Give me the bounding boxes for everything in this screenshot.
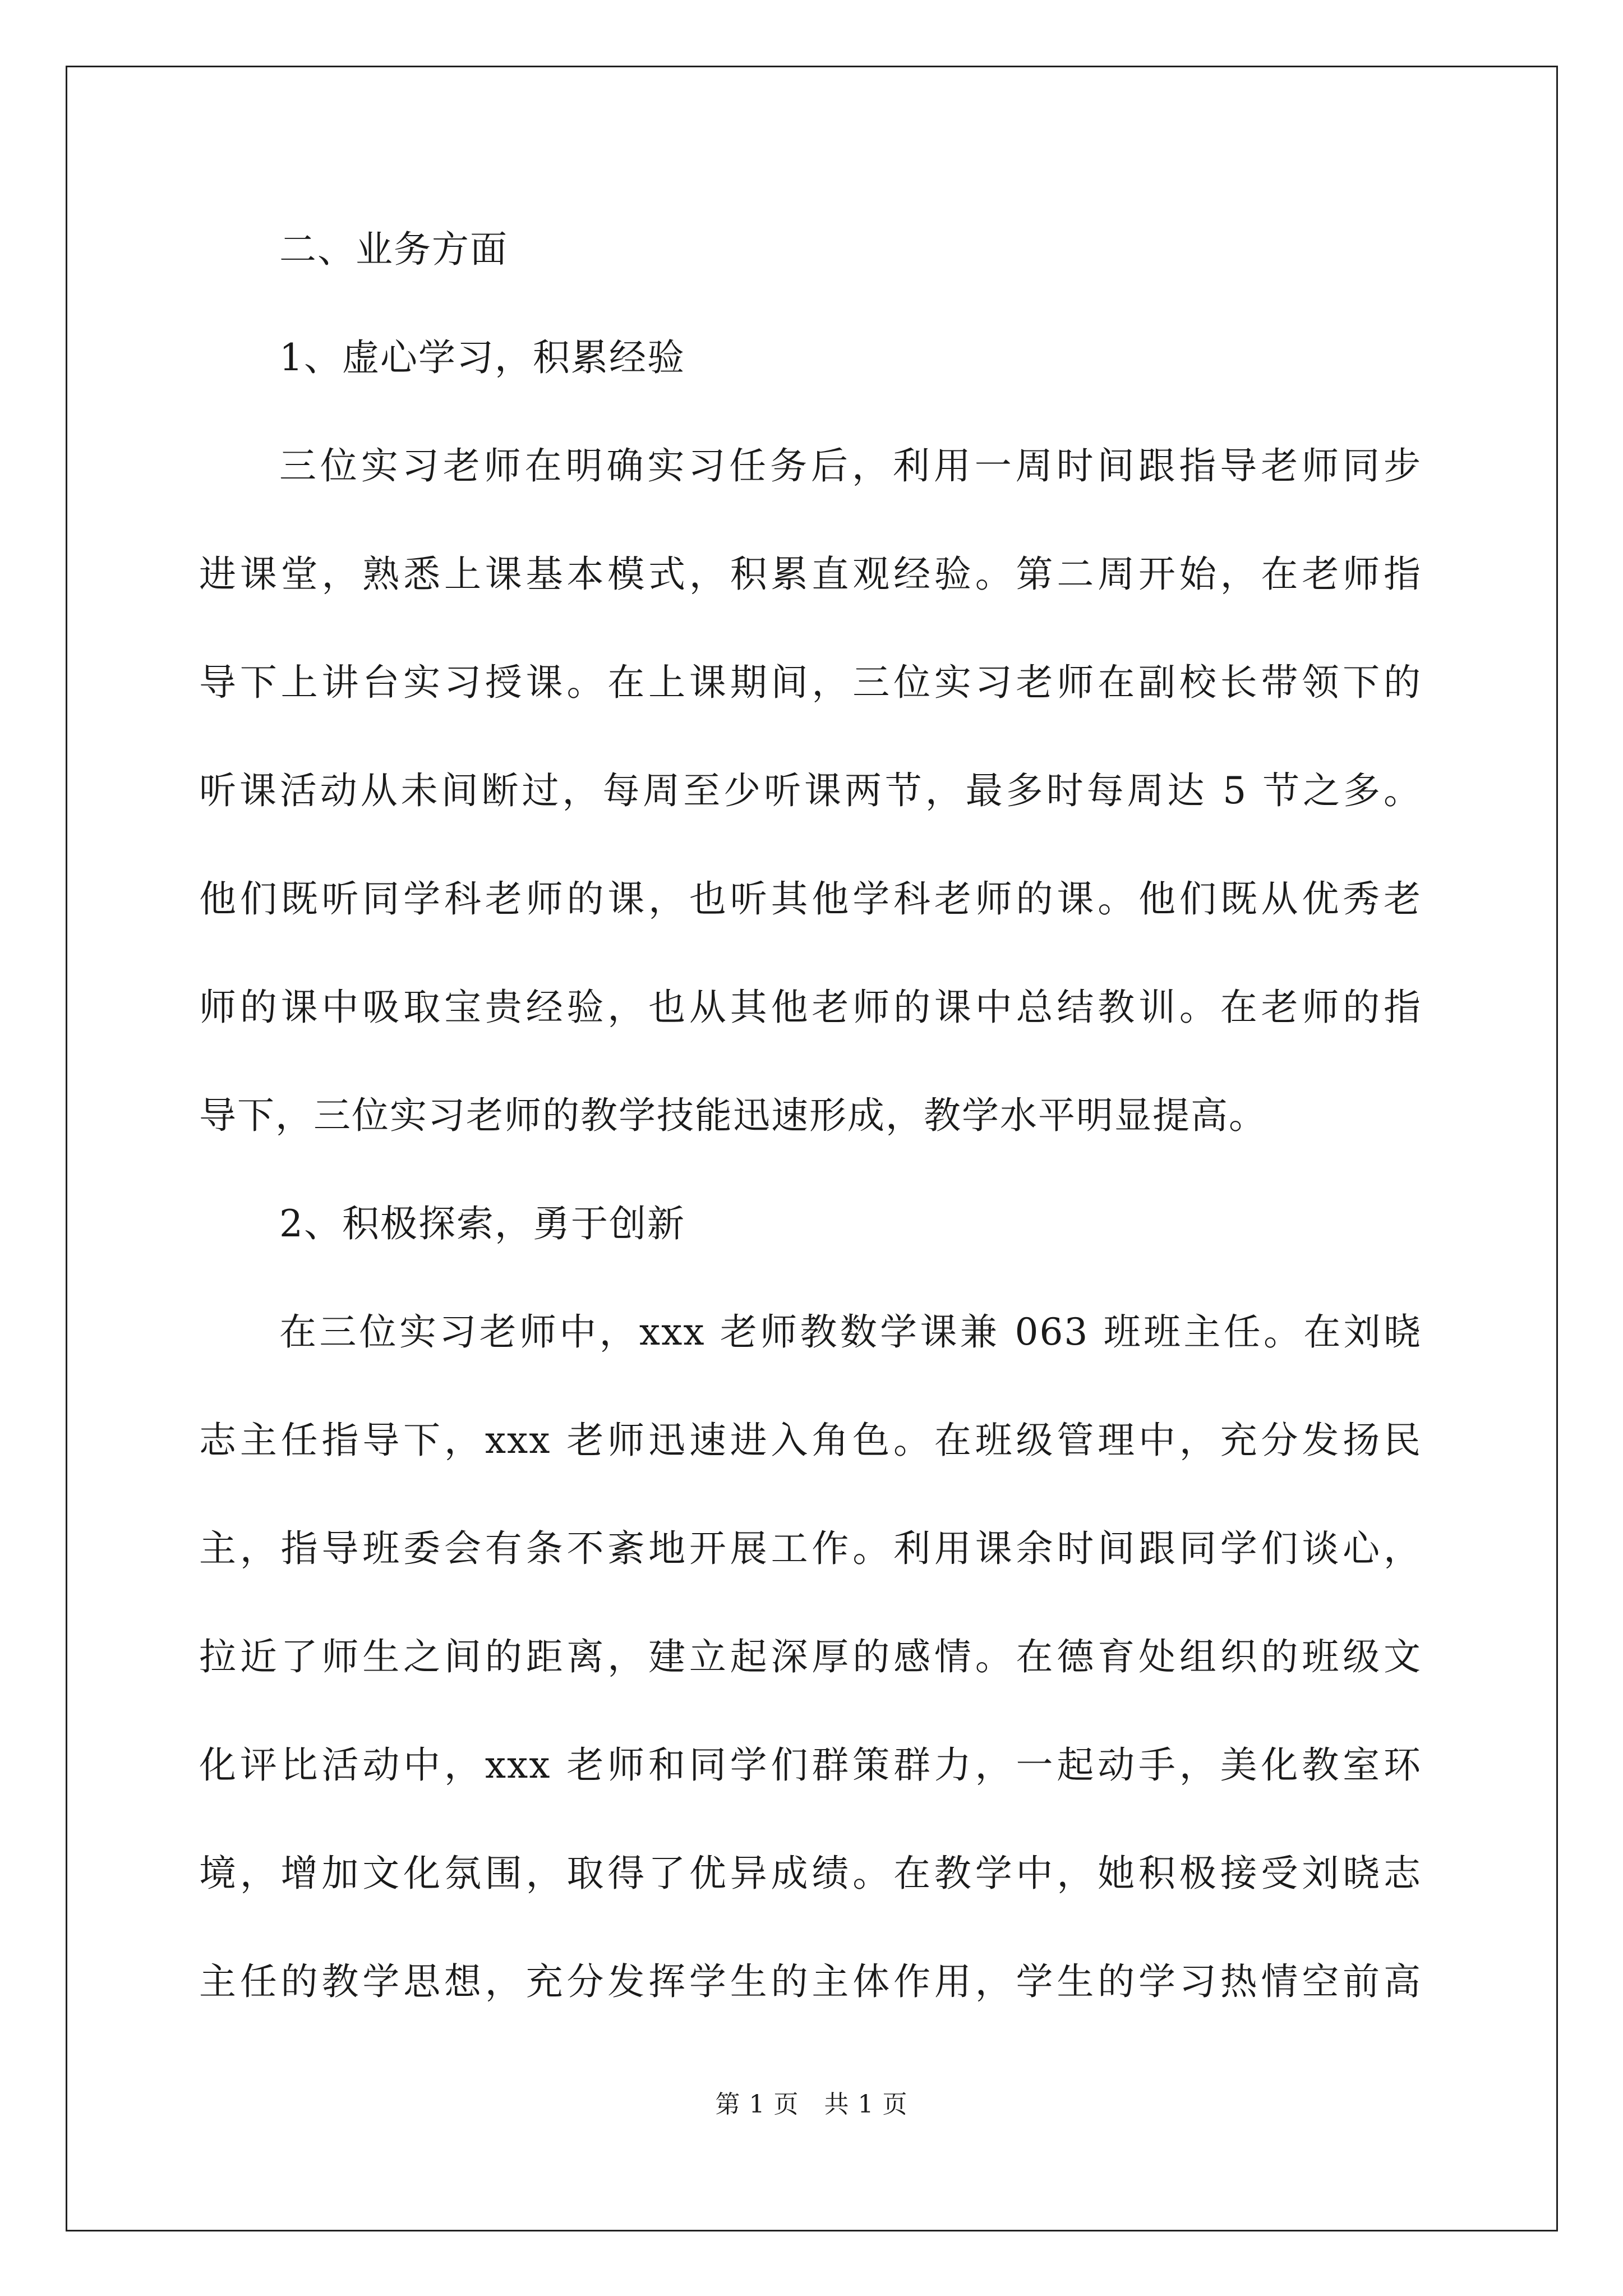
text-line: 他们既听同学科老师的课，也听其他学科老师的课。他们既从优秀老 — [199, 877, 1422, 921]
text-line: 导下，三位实习老师的教学技能迅速形成，教学水平明显提高。 — [199, 1094, 1267, 1137]
text-line: 进课堂，熟悉上课基本模式，积累直观经验。第二周开始，在老师指 — [199, 553, 1422, 596]
text-line: 1、虚心学习，积累经验 — [279, 336, 685, 379]
document-body — [199, 216, 1422, 2056]
text-line: 师的课中吸取宝贵经验，也从其他老师的课中总结教训。在老师的指 — [199, 986, 1422, 1029]
text-line: 导下上讲台实习授课。在上课期间，三位实习老师在副校长带领下的 — [199, 661, 1422, 704]
text-line: 拉近了师生之间的距离，建立起深厚的感情。在德育处组织的班级文 — [199, 1635, 1422, 1678]
text-line: 三位实习老师在明确实习任务后，利用一周时间跟指导老师同步 — [279, 444, 1422, 487]
text-line: 境，增加文化氛围，取得了优异成绩。在教学中，她积极接受刘晓志 — [199, 1852, 1422, 1895]
text-line: 在三位实习老师中，xxx 老师教数学课兼 063 班班主任。在刘晓 — [279, 1310, 1422, 1354]
text-line: 化评比活动中，xxx 老师和同学们群策群力，一起动手，美化教室环 — [199, 1743, 1422, 1787]
text-line: 听课活动从未间断过，每周至少听课两节，最多时每周达 5 节之多。 — [199, 769, 1422, 812]
text-line: 主任的教学思想，充分发挥学生的主体作用，学生的学习热情空前高 — [199, 1960, 1422, 2003]
text-line: 主，指导班委会有条不紊地开展工作。利用课余时间跟同学们谈心， — [199, 1527, 1422, 1570]
text-line: 志主任指导下，xxx 老师迅速进入角色。在班级管理中，充分发扬民 — [199, 1419, 1422, 1462]
text-line: 二、业务方面 — [279, 228, 508, 271]
text-line: 2、积极探索，勇于创新 — [279, 1202, 685, 1245]
page-number-footer: 第 1 页 共 1 页 — [715, 2090, 908, 2119]
